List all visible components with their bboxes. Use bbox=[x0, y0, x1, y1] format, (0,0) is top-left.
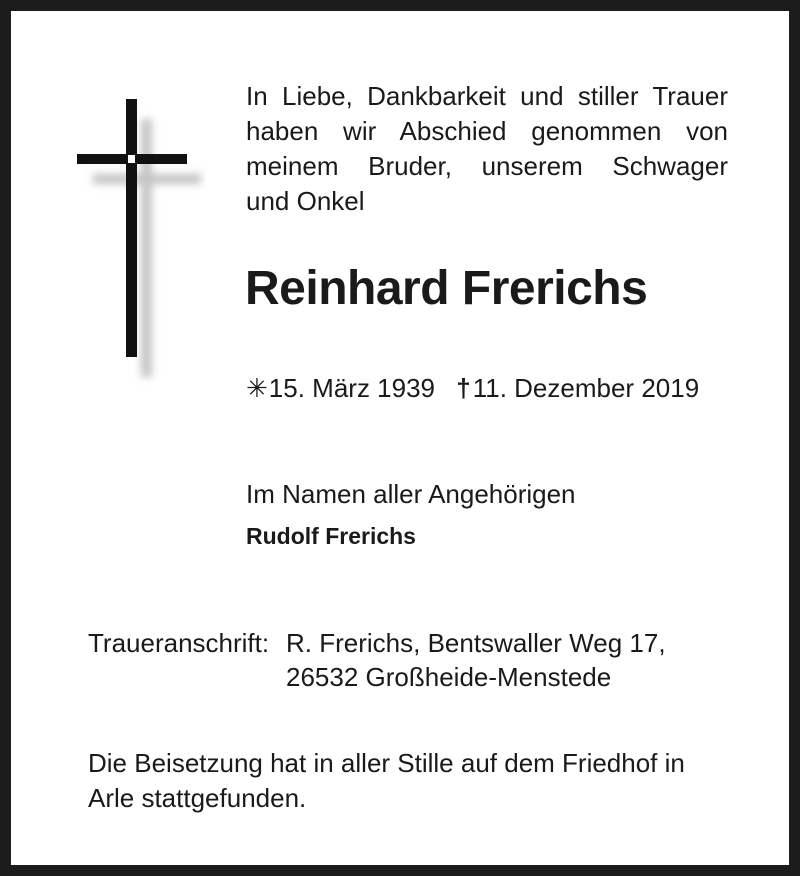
birth-star-icon: ✳ bbox=[246, 373, 268, 403]
death-cross-icon: † bbox=[456, 373, 471, 403]
death-date: 11. Dezember 2019 bbox=[472, 373, 700, 403]
intro-line: haben wir Abschied genommen von bbox=[246, 116, 728, 146]
signer-name: Rudolf Frerichs bbox=[246, 523, 416, 549]
birth-date: 15. März 1939 bbox=[268, 373, 436, 403]
burial-line-1: Die Beisetzung hat in aller Stille auf dem Friedhof in bbox=[88, 748, 685, 778]
address-label: Traueranschrift: bbox=[88, 628, 270, 658]
intro-line: und Onkel bbox=[246, 186, 365, 216]
intro-text bbox=[246, 79, 728, 219]
address-line-1: R. Frerichs, Bentswaller Weg 17, bbox=[286, 628, 666, 658]
intro-line: In Liebe, Dankbarkeit und stiller Trauer bbox=[246, 81, 728, 111]
intro-line: meinem Bruder, unserem Schwager bbox=[246, 151, 728, 181]
cross-icon bbox=[66, 89, 206, 389]
life-dates bbox=[246, 373, 699, 404]
deceased-name: Reinhard Frerichs bbox=[245, 262, 648, 315]
burial-line-2: Arle stattgefunden. bbox=[88, 783, 307, 813]
address-line-2: 26532 Großheide-Menstede bbox=[286, 662, 612, 692]
burial-note bbox=[88, 746, 738, 816]
mourning-address bbox=[88, 626, 666, 694]
on-behalf-text: Im Namen aller Angehörigen bbox=[246, 479, 576, 509]
